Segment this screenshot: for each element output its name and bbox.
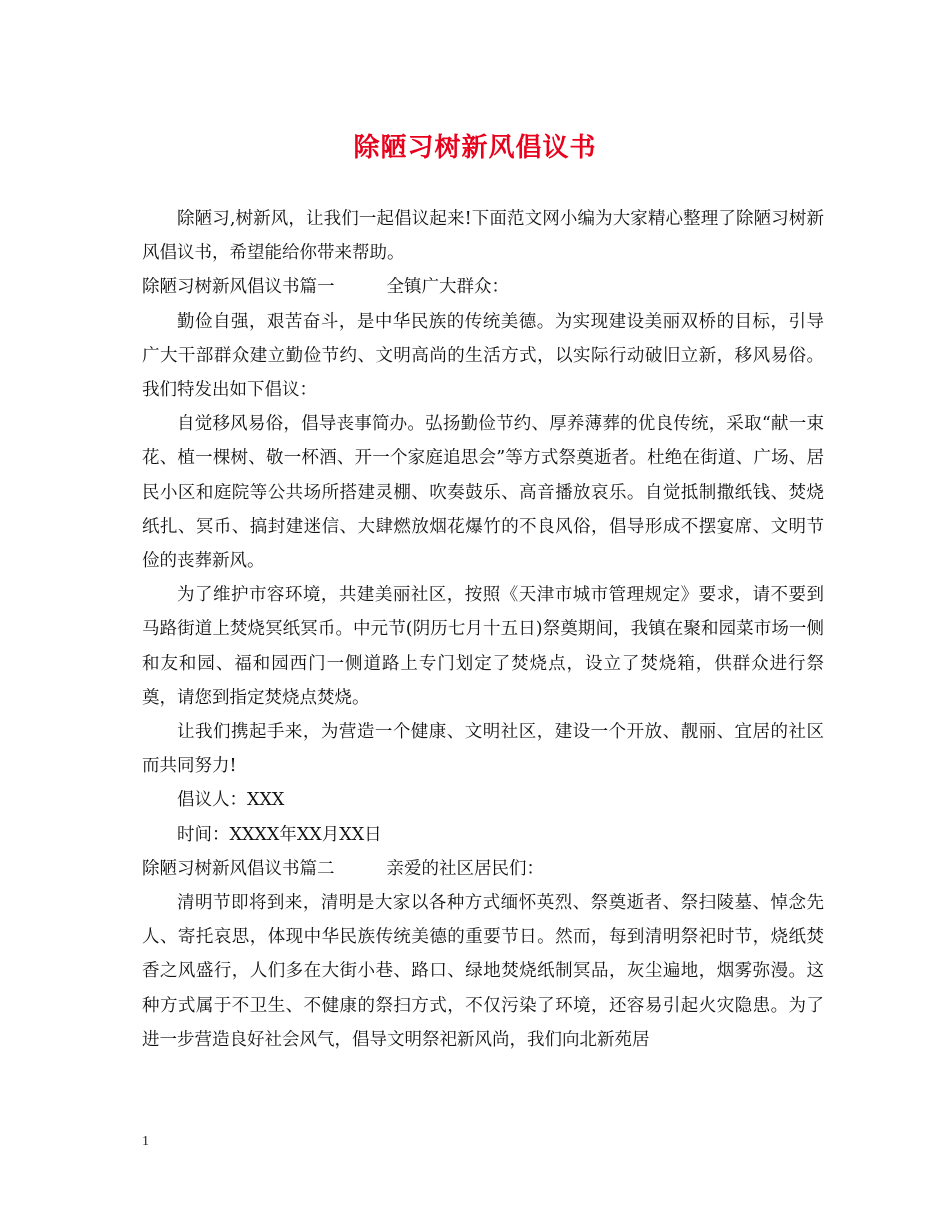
section2-salutation: 亲爱的社区居民们： (386, 858, 544, 879)
section2-heading: 除陋习树新风倡议书篇二 (142, 858, 335, 879)
section1-paragraph: 自觉移风易俗，倡导丧事简办。弘扬勤俭节约、厚养薄葬的优良传统，采取“献一束花、植一棵树、敬一杯酒、开一个家庭追思会”等方式祭奠逝者。杜绝在街道、广场、居民小区和庭院等公共场所搭建灵棚、吹奏鼓乐、高音播放哀乐。自觉抵制撒纸钱、焚烧纸扎、冥币、搞封建迷信、大肆燃放烟花爆竹的不良风俗，倡导形成不摆宴席、文明节俭的丧葬新风。 (142, 414, 824, 572)
section2-heading-line (142, 852, 824, 886)
proposer-line: 倡议人：XXX (177, 790, 285, 811)
section1-heading: 除陋习树新风倡议书篇一 (142, 277, 335, 298)
section1-paragraph: 勤俭自强，艰苦奋斗，是中华民族的传统美德。为实现建设美丽双桥的目标，引导广大干部群众建立勤俭节约、文明高尚的生活方式，以实际行动破旧立新，移风易俗。我们特发出如下倡议： (142, 311, 824, 401)
section2-paragraph: 清明节即将到来，清明是大家以各种方式缅怀英烈、祭奠逝者、祭扫陵墓、悼念先人、寄托哀思，体现中华民族传统美德的重要节日。然而，每到清明祭祀时节，烧纸焚香之风盛行，人们多在大街小巷、路口、绿地焚烧纸制冥品，灰尘遍地，烟雾弥漫。这种方式属于不卫生、不健康的祭扫方式，不仅污染了环境，还容易引起火灾隐患。为了进一步营造良好社会风气，倡导文明祭祀新风尚，我们向北新苑居 (142, 893, 824, 1050)
section1-paragraph: 让我们携起手来，为营造一个健康、文明社区，建设一个开放、靓丽、宜居的社区而共同努力! (142, 722, 824, 777)
section1-heading-line (142, 270, 824, 304)
document-body (142, 202, 824, 1057)
date-line: 时间：XXXX年XX月XX日 (177, 824, 382, 845)
section1-paragraph: 为了维护市容环境，共建美丽社区，按照《天津市城市管理规定》要求，请不要到马路街道上焚烧冥纸冥币。中元节(阴历七月十五日)祭奠期间，我镇在聚和园菜市场一侧和友和园、福和园西门一侧道路上专门划定了焚烧点，设立了焚烧箱，供群众进行祭奠，请您到指定焚烧点焚烧。 (142, 585, 824, 708)
document-title: 除陋习树新风倡议书 (353, 133, 597, 163)
page-number: 1 (142, 1134, 149, 1149)
section1-salutation: 全镇广大群众： (386, 277, 509, 298)
intro-paragraph: 除陋习,树新风，让我们一起倡议起来!下面范文网小编为大家精心整理了除陋习树新风倡议书，希望能给你带来帮助。 (142, 209, 824, 264)
